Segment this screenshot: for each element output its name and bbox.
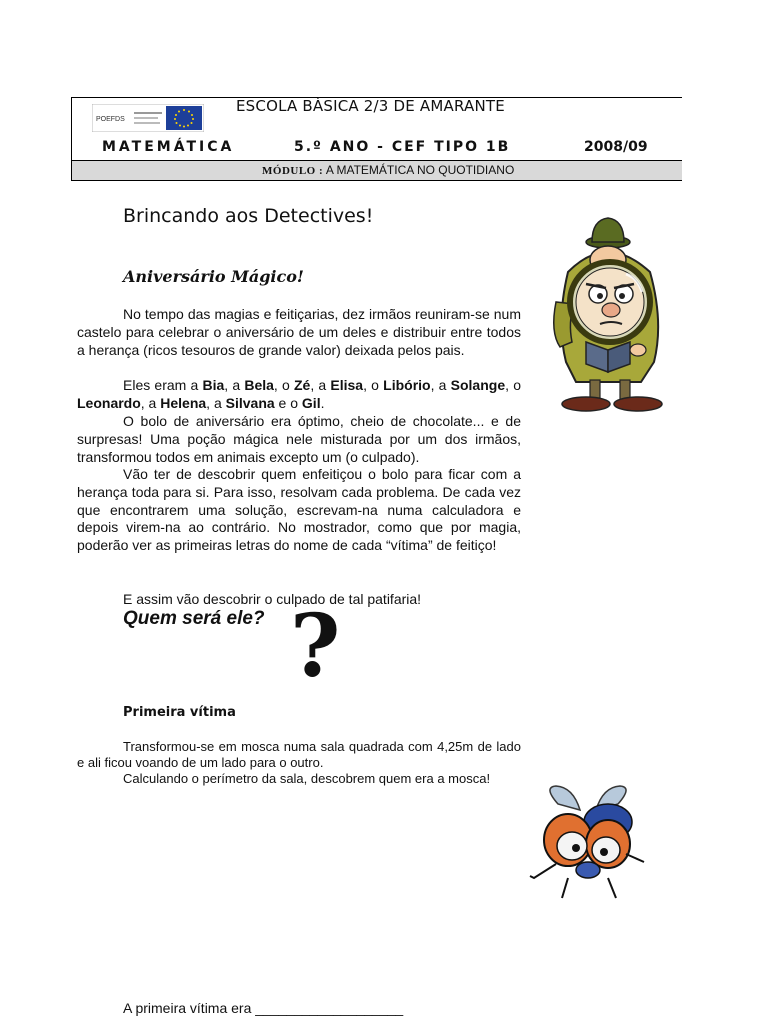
- question-mark-glyph: ?: [290, 596, 341, 697]
- school-name: ESCOLA BÁSICA 2/3 DE AMARANTE: [236, 97, 505, 115]
- story-subtitle: Aniversário Mágico!: [123, 267, 304, 286]
- question-heading: Quem será ele?: [123, 608, 265, 629]
- module-label: MÓDULO :: [262, 165, 324, 177]
- names-intro: Eles eram a: [123, 377, 203, 393]
- module-name: A MATEMÁTICA NO QUOTIDIANO: [325, 163, 515, 177]
- name-silvana: Silvana: [225, 394, 275, 411]
- name-gil: Gil: [301, 394, 321, 411]
- name-liborio: Libório: [383, 377, 431, 393]
- name-ze: Zé: [293, 377, 311, 393]
- name-leonardo: Leonardo: [77, 394, 141, 411]
- grade-label: 5.º ANO - CEF TIPO 1B: [294, 139, 511, 155]
- fly-illustration: [528, 782, 648, 902]
- module-line: [262, 163, 514, 177]
- name-bela: Bela: [244, 377, 274, 393]
- name-bia: Bia: [202, 377, 225, 393]
- page-title: Brincando aos Detectives!: [123, 205, 374, 227]
- story-paragraph-5: E assim vão descobrir o culpado de tal patifaria!: [123, 591, 422, 607]
- story-paragraph-names: Eles eram a Bia, a Bela, o Zé, a Elisa, o Libório, a Solange, o Leonardo, a Helena, a Silvana e o Gil.: [77, 377, 521, 411]
- name-helena: Helena: [160, 394, 207, 411]
- detective-illustration: [546, 212, 676, 417]
- name-solange: Solange: [450, 377, 506, 393]
- victim1-paragraph-2: Calculando o perímetro da sala, descobrem quem era a mosca!: [123, 771, 491, 786]
- victim1-answer-line: A primeira vítima era ___________________: [123, 1000, 404, 1016]
- story-paragraph-4: Vão ter de descobrir quem enfeitiçou o bolo para ficar com a herança toda para si. Para isso, resolvam cada problema. De cada vez que encontrarem uma solução, escrevam-na numa calculadora e depois virem-na ao contrário. No mostrador, como que por magia, poderão ver as primeiras letras do nome de cada “vítima” de feitiço!: [77, 466, 521, 554]
- logo-wordmark: POEFDS: [96, 116, 125, 123]
- school-year: 2008/09: [584, 139, 648, 155]
- story-paragraph-3: O bolo de aniversário era óptimo, cheio de chocolate... e de surpresas! Uma poção mágica nele misturada por um dos irmãos, transformou todos em animais excepto um (o culpado).: [77, 413, 521, 465]
- logos-image: [92, 104, 204, 132]
- subject-name: MATEMÁTICA: [102, 139, 235, 155]
- victim1-paragraph-1: Transformou-se em mosca numa sala quadrada com 4,25m de lado e ali ficou voando de um lado para o outro.: [77, 739, 521, 770]
- name-elisa: Elisa: [330, 377, 364, 393]
- victim1-title: Primeira vítima: [123, 705, 236, 720]
- story-paragraph-1: No tempo das magias e feitiçarias, dez irmãos reuniram-se num castelo para celebrar o aniversário de um deles e distribuir entre todos a herança (ricos tesouros de grande valor) deixada pelos pais.: [77, 306, 521, 358]
